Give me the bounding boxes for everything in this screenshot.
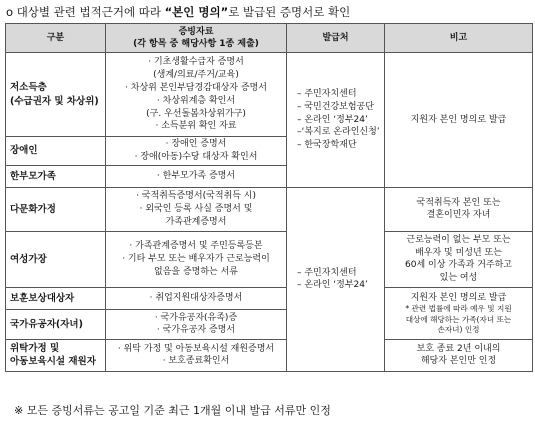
cell-line: · 기초생활수급자 증명서: [148, 57, 244, 68]
cell-line: · 국가유공자 증명서: [156, 325, 236, 336]
cell-line: · 차상위계층 확인서: [156, 95, 236, 106]
cell-line: 지원자 본인 명의로 발급: [410, 292, 507, 303]
note-subtext: [388, 304, 529, 335]
issuer-cell: [287, 53, 385, 188]
cell-line: · 장애(아동)수당 대상자 확인서: [134, 152, 258, 163]
issuer-cell: [287, 187, 385, 371]
cell-line: 여성가장: [10, 253, 47, 265]
note-cell: [385, 339, 533, 371]
cell-line: · 보호종료확인서: [162, 356, 230, 367]
table-row: [6, 231, 533, 287]
cell-line: · 장애인 증명서: [165, 139, 227, 150]
cell-line: 없음을 증명하는 서류: [154, 266, 238, 277]
category-cell: [6, 137, 106, 166]
header-documents-line1: 증빙자료: [178, 27, 214, 37]
category-cell: [6, 165, 106, 187]
cell-line: –‘복지로 온라인신청’: [297, 127, 380, 138]
cell-line: 대상에 해당하는 가족(자녀 또는: [405, 314, 512, 324]
cell-line: – 한국장학재단: [297, 140, 357, 151]
cell-line: 보호 종료 2년 이내의: [416, 343, 501, 354]
cell-line: 지원자 본인 명의로 발급: [410, 114, 507, 125]
table-header-row: [6, 24, 533, 53]
note-cell: [385, 53, 533, 188]
cell-line: 다문화가정: [10, 203, 56, 215]
cell-line: (구. 우선돌봄차상위가구): [146, 108, 246, 119]
documents-cell: [106, 187, 287, 231]
cell-line: 60세 이상 가족과 거주하고: [405, 260, 512, 271]
header-documents-line2: (각 항목 중 해당사항 1종 제출): [133, 39, 259, 50]
category-cell: [6, 309, 106, 339]
cell-line: 국적취득자 본인 또는: [416, 197, 501, 208]
cell-line: · 한부모가족 증명서: [156, 170, 236, 181]
cell-line: 배우자 및 미성년 또는: [415, 247, 502, 258]
header-note: 비고: [385, 24, 533, 53]
header-documents: [106, 24, 287, 53]
cell-line: – 온라인 ‘정부24’: [297, 280, 368, 291]
cell-line: – 주민자치센터: [297, 89, 357, 100]
cell-line: – 온라인 ‘정부24’: [297, 114, 368, 125]
cell-line: · 소득분위 확인 자료: [155, 121, 237, 132]
intro-text: [6, 4, 350, 20]
cell-line: 있는 여성: [439, 273, 478, 284]
note-cell: [385, 287, 533, 339]
documents-cell: [106, 231, 287, 287]
cell-line: · 가족관계증명서 및 주민등록등본: [129, 241, 263, 252]
cell-line: · 기타 부모 또는 배우자가 근로능력이: [122, 253, 270, 264]
cell-line: · 위탁 가정 및 아동보육시설 재원증명서: [117, 343, 275, 354]
cell-line: · 국가유공자(유족)증: [154, 312, 238, 323]
intro-suffix: 로 발급된 증명서로 확인: [228, 5, 351, 19]
cell-line: · 외국인 등록 사실 증명서 및: [139, 203, 253, 214]
documents-cell: [106, 287, 287, 309]
cell-line: 가족관계증명서: [165, 216, 227, 227]
cell-line: 국가유공자(자녀): [10, 318, 83, 330]
documents-cell: [106, 137, 287, 166]
note-cell: [385, 231, 533, 287]
header-issuer: 발급처: [287, 24, 385, 53]
cell-line: 해당자 본인만 인정: [420, 356, 497, 367]
eligibility-documents-table: [5, 23, 533, 372]
category-cell: [6, 231, 106, 287]
cell-line: · 국적취득증명서(국적취득 시): [136, 191, 256, 202]
cell-line: 근로능력이 없는 부모 또는: [406, 234, 511, 245]
category-cell: [6, 53, 106, 137]
cell-line: 한부모가족: [10, 170, 56, 182]
cell-line: 보훈보상대상자: [10, 292, 75, 304]
cell-line: 손자녀) 인정: [437, 324, 480, 334]
cell-line: 결혼이민자 자녀: [426, 210, 491, 221]
cell-line: 장애인: [10, 145, 38, 157]
cell-line: – 국민건강보험공단: [297, 101, 374, 112]
table-row: [6, 339, 533, 371]
cell-line: * 관련 법률에 따라 예우 및 지원: [405, 304, 512, 314]
table-row: [6, 287, 533, 309]
documents-cell: [106, 309, 287, 339]
cell-line: 위탁가정 및: [10, 342, 60, 354]
documents-cell: [106, 53, 287, 137]
header-category: 구분: [6, 24, 106, 53]
cell-line: 저소득층: [10, 82, 47, 94]
table-row: [6, 187, 533, 231]
cell-line: (생계/의료/주거/교육): [153, 70, 239, 81]
cell-line: · 차상위 본인부담경감대상자 증명서: [125, 83, 267, 94]
category-cell: [6, 287, 106, 309]
cell-line: (수급권자 및 차상위): [10, 95, 99, 107]
documents-cell: [106, 165, 287, 187]
cell-line: · 취업지원대상자증명서: [149, 292, 243, 303]
note-cell: [385, 187, 533, 231]
category-cell: [6, 187, 106, 231]
cell-line: 아동보육시설 재원자: [10, 356, 96, 368]
category-cell: [6, 339, 106, 371]
intro-prefix: o 대상별 관련 법적근거에 따라: [6, 5, 165, 19]
cell-line: – 주민자치센터: [297, 267, 357, 278]
documents-cell: [106, 339, 287, 371]
table-row: [6, 53, 533, 137]
footer-note: ※ 모든 증빙서류는 공고일 기준 최근 1개월 이내 발급 서류만 인정: [14, 404, 331, 417]
intro-emphasis: “본인 명의”: [164, 5, 229, 19]
